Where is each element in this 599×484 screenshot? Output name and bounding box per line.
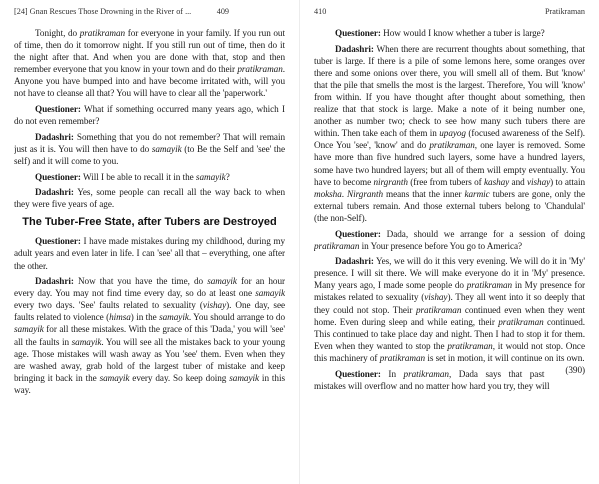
left-body-text	[14, 27, 285, 400]
right-page-number: 410	[314, 7, 327, 16]
section-heading: The Tuber-Free State, after Tubers are Destroyed	[22, 216, 277, 229]
right-body-text	[314, 27, 585, 395]
paragraph: Dadashri: Now that you have the time, do samayik for an hour every day. You may not find time every day, so do at least one samayik every two days. 'See' faults related to sexuality (vishay). One day, see faults related to violence (himsa) in the samayik. You should arrange to do samayik for all these mistakes. With the grace of this 'Dada,' you will 'see' all the faults in samayik. You will see all the mistakes back to your young age. Those mistakes will wash away as You 'see' them. Even when they are washed away, grab hold of the largest tuber of mistake and keep bringing it back in the samayik every day. So keep doing samayik in this way.	[14, 276, 285, 395]
paragraph: Dadashri: Yes, some people can recall all the way back to when they were five years of age.	[14, 187, 285, 210]
reference-number: (390)	[565, 365, 585, 376]
page-gutter	[299, 0, 300, 484]
speaker-label: Questioner:	[35, 104, 81, 115]
paragraph: Dadashri: When there are recurrent thoughts about something, that tuber is large. If there is a pile of some lemons here, some oranges over there and some onions over there, you will smell all of them. But 'know' that the pile that smells the most is the largest. Therefore, You will 'know' from within. If you have thought after thought about something, then realize that that stock is large. Make a note of it being number one, another as number two; check to see how many such tubers there are within. Then take each of them in upayog (focused awareness of the Self). Once You 'see', 'know' and do pratikraman, one layer is removed. Some have more than five hundred such layers, some have a hundred layers, some have two hundred layers; but all of them will empty eventually. You have to become nirgranth (free from tubers of kashay and vishay) to attain moksha. Nirgranth means that the inner karmic tubers are gone, only the external tubers remain. And those external tubers belong to 'Chandulal' (the non-Self).	[314, 43, 585, 223]
paragraph: Dadashri: Yes, we will do it this very evening. We will do it in 'My' presence. I will sit there. We will make everyone do it in 'My' presence. Many years ago, I made some people do pratikraman in My presence for mistakes related to sexuality (vishay). They all went into it so deeply that they could not stop. Their pratikraman continued even when they went home. Even during sleep and while eating, their pratikraman continued. This continued to take place day and night. Then I had to stop it for them. Even when they wanted to stop the pratikraman, it would not stop. Once this machinery of pratikraman is set in motion, it will continue on its own. (390)	[314, 256, 585, 376]
speaker-label: Questioner:	[335, 228, 381, 239]
speaker-label: Dadashri:	[335, 256, 374, 267]
paragraph: Questioner: What if something occurred many years ago, which I do not even remember?	[14, 104, 285, 127]
speaker-label: Questioner:	[335, 368, 381, 379]
speaker-label: Dadashri:	[35, 187, 74, 198]
speaker-label: Dadashri:	[35, 276, 74, 287]
left-running-head	[14, 6, 285, 18]
speaker-label: Dadashri:	[35, 131, 74, 142]
paragraph: Questioner: In pratikraman, Dada says that past mistakes will overflow and no matter how hard you try, they will	[314, 368, 550, 391]
paragraph: Dadashri: Something that you do not remember? That will remain just as it is. You will then have to do samayik (to Be the Self and 'see' the self) and it will come to you.	[14, 131, 285, 166]
paragraph: Tonight, do pratikraman for everyone in your family. If you run out of time, then do it tomorrow night. If you still run out of time, then do it the night after that. And when you are done with that, stop and then remember everyone that you know in your town and do their pratikraman. Anyone you have bumped into and have become irritated with, will you not have to cleanse all that? You will have to clear all the 'paperwork.'	[14, 28, 285, 99]
speaker-label: Questioner:	[35, 171, 81, 182]
speaker-label: Questioner:	[35, 236, 81, 247]
left-page	[14, 0, 285, 484]
right-running-head	[314, 6, 585, 18]
paragraph: Questioner: Dada, should we arrange for a session of doing pratikraman in Your presence before You go to America?	[314, 228, 585, 251]
right-page	[314, 0, 585, 484]
left-running-title: [24] Gnan Rescues Those Drowning in the River of ...	[14, 7, 192, 16]
speaker-label: Dadashri:	[335, 43, 374, 54]
speaker-label: Questioner:	[335, 28, 381, 38]
paragraph: Questioner: I have made mistakes during my childhood, during my adult years and even later in life. I can 'see' all that – everything, one after the other.	[14, 236, 285, 271]
paragraph: Questioner: Will I be able to recall it in the samayik?	[35, 171, 230, 182]
right-running-title: Pratikraman	[544, 7, 585, 16]
left-page-number: 409	[216, 7, 229, 16]
paragraph: Questioner: How would I know whether a tuber is large?	[335, 28, 545, 38]
